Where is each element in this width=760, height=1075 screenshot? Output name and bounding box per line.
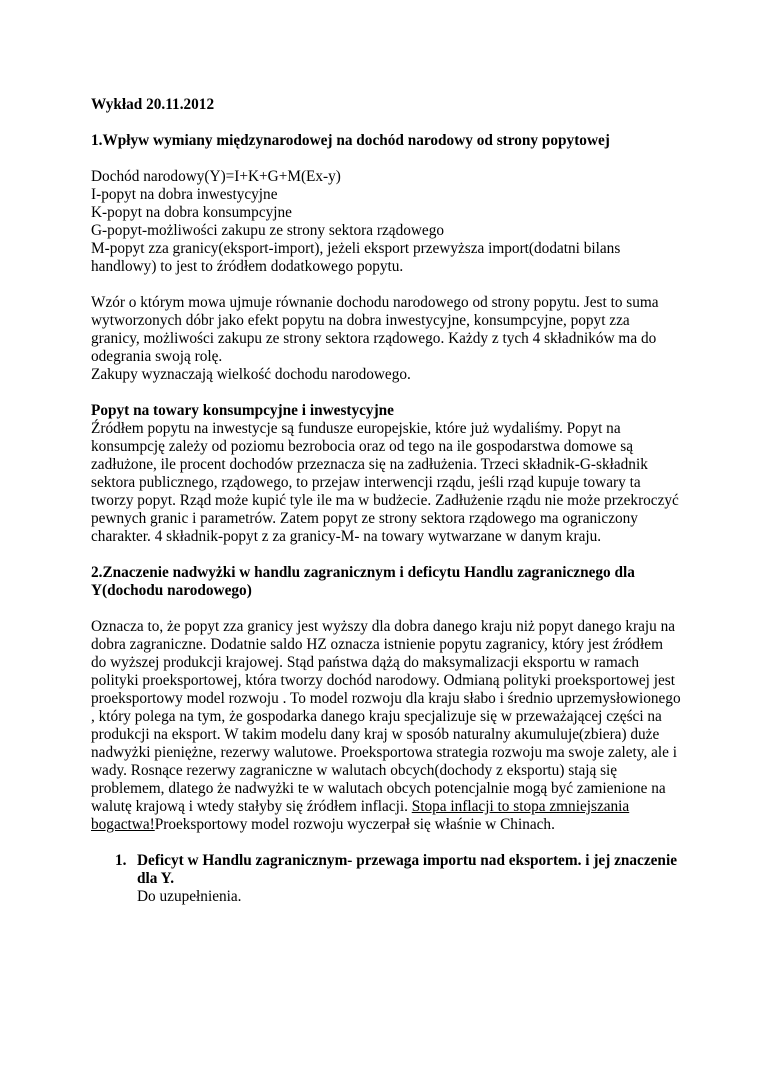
list-item <box>91 852 681 906</box>
formula-line: I-popyt na dobra inwestycyjne <box>91 186 278 203</box>
section-heading-2: 2.Znaczenie nadwyżki w handlu zagranicznym i deficytu Handlu zagranicznego dla Y(dochodu narodowego) <box>91 564 635 599</box>
paragraph-text: Oznacza to, że popyt zza granicy jest wyższy dla dobra danego kraju niż popyt danego kraju na dobra zagraniczne. Dodatnie saldo HZ oznacza istnienie popytu zagranicy, który jest źródłem do wyższej produkcji krajowej. Stąd państwa dążą do maksymalizacji eksportu w ramach polityki proeksportowej, która tworzy dochód narodowy. Odmianą polityki proeksportowej jest proeksportowy model rozwoju . To model rozwoju dla kraju słabo i średnio uprzemysłowionego , który polega na tym, że gospodarka danego kraju specjalizuje się w przeważającej części na produkcji na eksport. W takim modelu dany kraj w sposób naturalny akumuluje(zbiera) duże nadwyżki pieniężne, rezerwy walutowe. Proeksportowa strategia rozwoju ma swoje zalety, ale i wady. Rosnące rezerwy zagraniczne w walutach obcych(dochody z eksportu) stają się problemem, dlatego że nadwyżki te w walutach obcych potencjalnie mogą być zamienione na walutę krajową i wtedy stałyby się źródłem inflacji. <box>91 618 681 815</box>
subheading: Popyt na towary konsumpcyjne i inwestycyjne <box>91 402 394 419</box>
paragraph-text: Proeksportowy model rozwoju wyczerpał się właśnie w Chinach. <box>154 816 555 833</box>
section-heading-1: 1.Wpływ wymiany międzynarodowej na dochód narodowy od strony popytowej <box>91 132 610 149</box>
document-content <box>91 96 681 906</box>
paragraph: Wzór o którym mowa ujmuje równanie dochodu narodowego od strony popytu. Jest to suma wytworzonych dóbr jako efekt popytu na dobra inwestycyjne, konsumpcyjne, popyt zza granicy, możliwości zakupu ze strony sektora rządowego. Każdy z tych 4 składników ma do odegrania swoją rolę. <box>91 294 659 365</box>
document-title: Wykład 20.11.2012 <box>91 96 215 113</box>
paragraph: Zakupy wyznaczają wielkość dochodu narodowego. <box>91 366 411 383</box>
paragraph <box>91 618 681 834</box>
formula-line: G-popyt-możliwości zakupu ze strony sektora rządowego <box>91 222 444 239</box>
paragraph: Źródłem popytu na inwestycje są fundusze europejskie, które już wydaliśmy. Popyt na konsumpcję zależy od poziomu bezrobocia oraz od tego na ile gospodarstwa domowe są zadłużone, ile procent dochodów przeznacza się na zadłużenia. Trzeci składnik-G-składnik sektora publicznego, rządowego, to przejaw interwencji rządu, jeśli rząd kupuje towary ta tworzy popyt. Rząd może kupić tyle ile ma w budżecie. Zadłużenie rządu nie może przekroczyć pewnych granic i parametrów. Zatem popyt ze strony sektora rządowego ma ograniczony charakter. 4 składnik-popyt z za granicy-M- na towary wytwarzane w danym kraju. <box>91 420 679 545</box>
underlined-sentence: Stopa inflacji to stopa zmniejszania bogactwa! <box>91 798 630 833</box>
list-note: Do uzupełnienia. <box>137 888 242 905</box>
list-heading: Deficyt w Handlu zagranicznym- przewaga importu nad eksportem. i jej znaczenie dla Y. <box>137 852 677 887</box>
list-number: 1. <box>115 852 127 869</box>
formula-line: M-popyt zza granicy(eksport-import), jeżeli eksport przewyższa import(dodatni bilans handlowy) to jest to źródłem dodatkowego popytu. <box>91 240 621 275</box>
formula-line: Dochód narodowy(Y)=I+K+G+M(Ex-y) <box>91 168 341 185</box>
formula-line: K-popyt na dobra konsumpcyjne <box>91 204 292 221</box>
